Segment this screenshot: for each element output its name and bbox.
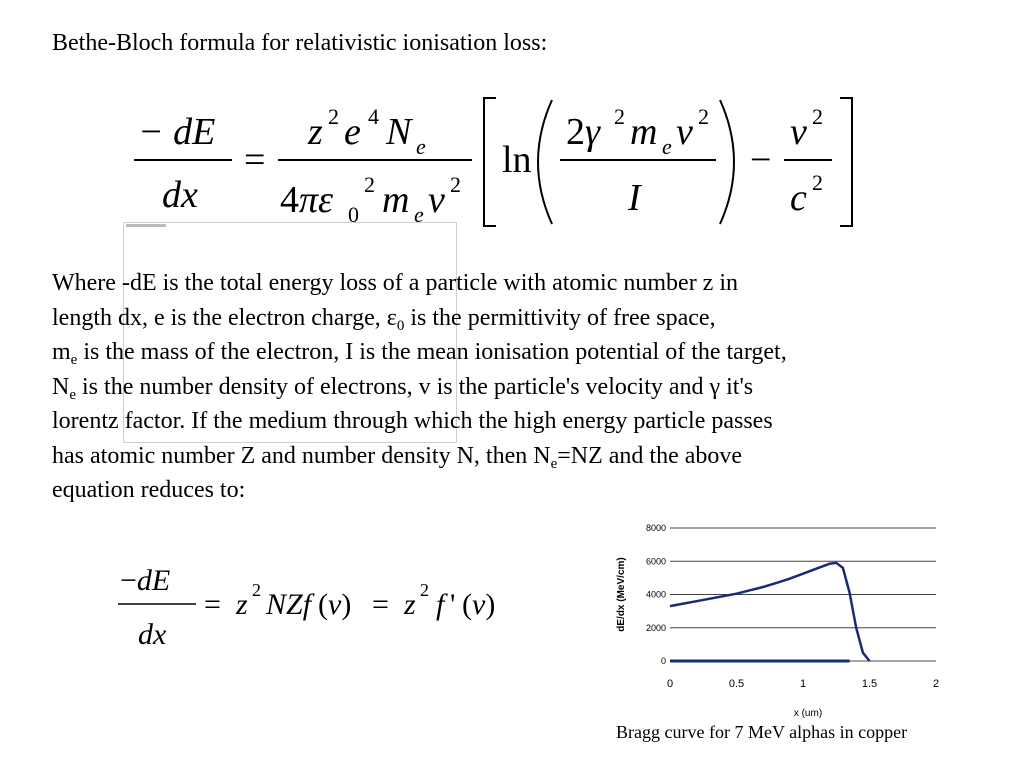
- svg-text:2: 2: [252, 580, 261, 600]
- svg-text:z: z: [404, 588, 416, 621]
- y-tick-label: 8000: [645, 523, 666, 533]
- gamma-symbol: γ: [709, 373, 721, 400]
- ne-subscript: e: [69, 386, 77, 403]
- svg-text:2: 2: [698, 104, 709, 129]
- svg-text:(v): (v): [318, 588, 352, 621]
- epsilon-symbol: ε: [386, 304, 397, 331]
- svg-text:N: N: [386, 111, 412, 153]
- svg-text:2: 2: [614, 104, 625, 129]
- svg-text:4πε: 4πε: [280, 179, 334, 221]
- me-subscript: e: [70, 352, 78, 368]
- para-line-5: lorentz factor. If the medium through which the high energy particle passes: [52, 408, 773, 434]
- para-line-1: Where -dE is the total energy loss of a particle with atomic number z in: [52, 270, 739, 296]
- svg-text:−dE: −dE: [120, 564, 171, 597]
- svg-text:=: =: [244, 139, 266, 181]
- svg-text:m: m: [630, 111, 658, 153]
- svg-text:z: z: [308, 111, 323, 153]
- svg-text:c: c: [790, 177, 807, 219]
- svg-text:− dE: − dE: [138, 111, 216, 153]
- x-tick-label: 0.5: [728, 678, 745, 690]
- y-tick-label: 0: [660, 656, 666, 666]
- svg-text:=: =: [204, 588, 221, 621]
- para-line-7: equation reduces to:: [52, 477, 246, 503]
- placeholder-caption-mark: [126, 224, 166, 227]
- para-line-4c: it's: [720, 373, 754, 400]
- x-axis-label: x (um): [793, 708, 823, 719]
- para-line-3b: is the mass of the electron, I is the mean ionisation potential of the target,: [77, 339, 787, 365]
- svg-text:e: e: [414, 202, 424, 227]
- page-heading: Bethe-Bloch formula for relativistic ionisation loss:: [52, 30, 548, 56]
- svg-text:4: 4: [368, 104, 379, 129]
- bragg-curve-chart: [600, 518, 950, 723]
- svg-text:2: 2: [364, 172, 375, 197]
- bragg-curve-line: [670, 563, 870, 661]
- para-line-6b: =NZ and the above: [557, 442, 743, 469]
- x-tick-label: 1: [799, 678, 807, 690]
- para-line-4b: is the number density of electrons, v is the particle's velocity and: [76, 373, 710, 400]
- svg-text:': ': [450, 588, 456, 621]
- svg-text:v: v: [790, 111, 807, 153]
- bethe-bloch-equation: [120, 92, 860, 232]
- para-line-2b: is the permittivity of free space,: [404, 304, 716, 331]
- epsilon-subscript: 0: [396, 317, 405, 334]
- y-tick-label: 4000: [645, 589, 666, 600]
- svg-text:I: I: [628, 177, 641, 219]
- x-tick-label: 1.5: [861, 678, 878, 690]
- svg-text:f: f: [436, 588, 445, 621]
- svg-text:dx: dx: [138, 618, 167, 651]
- svg-text:NZf: NZf: [266, 588, 312, 621]
- svg-text:2: 2: [812, 104, 823, 129]
- svg-text:2: 2: [450, 172, 461, 197]
- x-tick-label: 2: [932, 678, 940, 690]
- svg-text:2γ: 2γ: [566, 111, 600, 153]
- svg-text:m: m: [382, 179, 410, 221]
- svg-text:e: e: [662, 134, 672, 159]
- para-line-6a: has atomic number Z and number density N, then N: [52, 442, 551, 469]
- svg-text:−: −: [750, 139, 772, 181]
- reduced-equation: [112, 558, 562, 658]
- para-line-2a: length dx, e is the electron charge,: [52, 304, 387, 331]
- y-axis-label: dE/dx (MeV/cm): [616, 557, 627, 632]
- svg-text:(v): (v): [462, 588, 496, 621]
- svg-text:e: e: [344, 111, 361, 153]
- y-tick-label: 2000: [645, 622, 666, 633]
- svg-text:z: z: [236, 588, 248, 621]
- svg-text:=: =: [372, 588, 389, 621]
- svg-text:dx: dx: [162, 174, 198, 216]
- svg-text:v: v: [428, 179, 445, 221]
- para-line-4n: N: [52, 373, 70, 400]
- svg-text:ln: ln: [502, 139, 532, 181]
- description-paragraph: [52, 266, 1020, 508]
- svg-text:2: 2: [812, 170, 823, 195]
- y-tick-label: 6000: [645, 556, 666, 567]
- ne-subscript-2: e: [550, 455, 558, 472]
- svg-text:e: e: [416, 134, 426, 159]
- para-line-3m: m: [52, 339, 71, 365]
- svg-text:v: v: [676, 111, 693, 153]
- svg-text:0: 0: [348, 202, 359, 227]
- chart-caption: Bragg curve for 7 MeV alphas in copper: [616, 722, 908, 742]
- svg-text:2: 2: [420, 580, 429, 600]
- x-tick-label: 0: [666, 678, 674, 690]
- svg-text:2: 2: [328, 104, 339, 129]
